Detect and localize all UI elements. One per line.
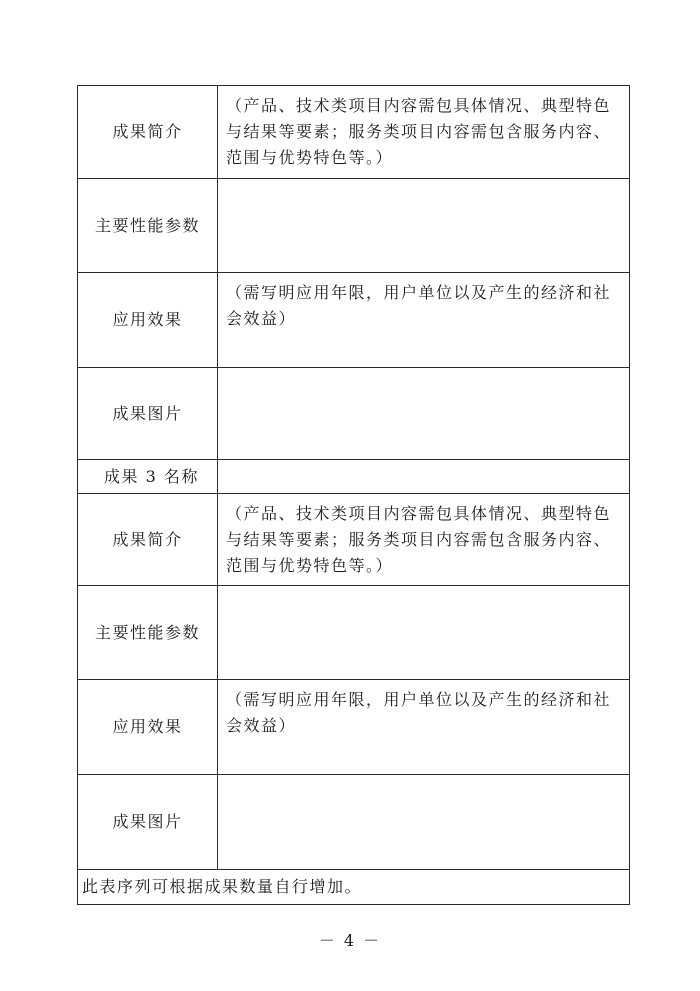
- row-summary-2: [78, 86, 630, 179]
- images-label-2: 成果图片: [78, 368, 218, 460]
- images-field-2[interactable]: [218, 368, 630, 460]
- effect-label-2: 应用效果: [78, 273, 218, 368]
- row-effect-2: [78, 273, 630, 368]
- name-field-3[interactable]: [218, 460, 630, 494]
- params-field-3[interactable]: [218, 586, 630, 680]
- summary-field-2[interactable]: （产品、技术类项目内容需包具体情况、典型特色与结果等要素；服务类项目内容需包含服务内容、范围与优势特色等。）: [218, 86, 630, 179]
- page-number: － 4 －: [318, 931, 382, 950]
- row-images-2: [78, 368, 630, 460]
- row-footer-note: [78, 870, 630, 905]
- effect-field-2[interactable]: （需写明应用年限，用户单位以及产生的经济和社会效益）: [218, 273, 630, 368]
- row-params-2: [78, 179, 630, 273]
- images-label-3: 成果图片: [78, 775, 218, 870]
- name-label-3: 成果 3 名称: [78, 460, 218, 494]
- effect-field-3[interactable]: （需写明应用年限，用户单位以及产生的经济和社会效益）: [218, 680, 630, 775]
- params-label-3: 主要性能参数: [78, 586, 218, 680]
- footer-note: 此表序列可根据成果数量自行增加。: [78, 870, 630, 905]
- row-name-3: [78, 460, 630, 494]
- images-field-3[interactable]: [218, 775, 630, 870]
- row-effect-3: [78, 680, 630, 775]
- params-field-2[interactable]: [218, 179, 630, 273]
- row-summary-3: [78, 494, 630, 586]
- params-label-2: 主要性能参数: [78, 179, 218, 273]
- achievement-form-table: [77, 85, 630, 905]
- summary-label-3: 成果简介: [78, 494, 218, 586]
- row-images-3: [78, 775, 630, 870]
- summary-field-3[interactable]: （产品、技术类项目内容需包具体情况、典型特色与结果等要素；服务类项目内容需包含服务内容、范围与优势特色等。）: [218, 494, 630, 586]
- row-params-3: [78, 586, 630, 680]
- summary-label-2: 成果简介: [78, 86, 218, 179]
- effect-label-3: 应用效果: [78, 680, 218, 775]
